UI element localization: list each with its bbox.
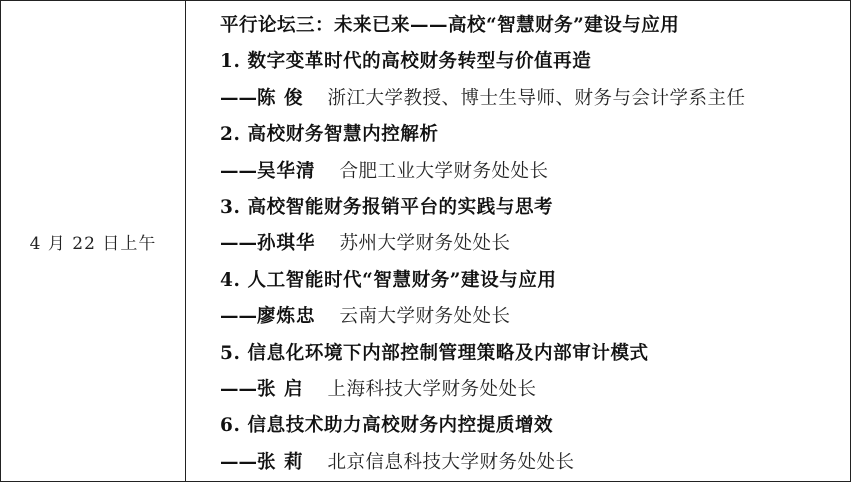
speaker-role: 苏州大学财务处处长: [339, 233, 511, 255]
speaker-role: 浙江大学教授、博士生导师、财务与会计学系主任: [327, 87, 746, 109]
dash: ——: [220, 233, 257, 255]
talk-title: 2. 高校财务智慧内控解析: [220, 124, 439, 146]
speaker-line: [220, 81, 845, 117]
date-cell: [0, 0, 186, 482]
speaker-role: 云南大学财务处处长: [339, 306, 511, 328]
speaker-line: [220, 154, 845, 190]
dash: ——: [220, 378, 257, 400]
talk-title: 3. 高校智能财务报销平台的实践与思考: [220, 196, 554, 218]
speaker-name: 孙琪华: [257, 233, 316, 255]
talk-title: 5. 信息化环境下内部控制管理策略及内部审计模式: [220, 342, 649, 364]
dash: ——: [220, 451, 257, 473]
forum-content: [220, 8, 845, 481]
talk-title: 4. 人工智能时代“智慧财务”建设与应用: [220, 269, 557, 291]
speaker-name: 陈 俊: [257, 87, 304, 109]
speaker-line: [220, 445, 845, 481]
speaker-role: 北京信息科技大学财务处处长: [327, 451, 575, 473]
speaker-name: 张 启: [257, 378, 304, 400]
session-date: 4 月 22 日上午: [29, 233, 157, 254]
speaker-line: [220, 226, 845, 262]
speaker-name: 张 莉: [257, 451, 304, 473]
talk-title: 1. 数字变革时代的高校财务转型与价值再造: [220, 51, 592, 73]
speaker-name: 廖炼忠: [257, 306, 316, 328]
dash: ——: [220, 87, 257, 109]
talk-title: 6. 信息技术助力高校财务内控提质增效: [220, 415, 554, 437]
speaker-line: [220, 372, 845, 408]
speaker-role: 上海科技大学财务处处长: [327, 378, 537, 400]
dash: ——: [220, 306, 257, 328]
speaker-name: 吴华清: [257, 160, 316, 182]
speaker-role: 合肥工业大学财务处处长: [339, 160, 549, 182]
forum-title: 平行论坛三：未来已来——高校“智慧财务”建设与应用: [220, 15, 680, 36]
speaker-line: [220, 299, 845, 335]
dash: ——: [220, 160, 257, 182]
